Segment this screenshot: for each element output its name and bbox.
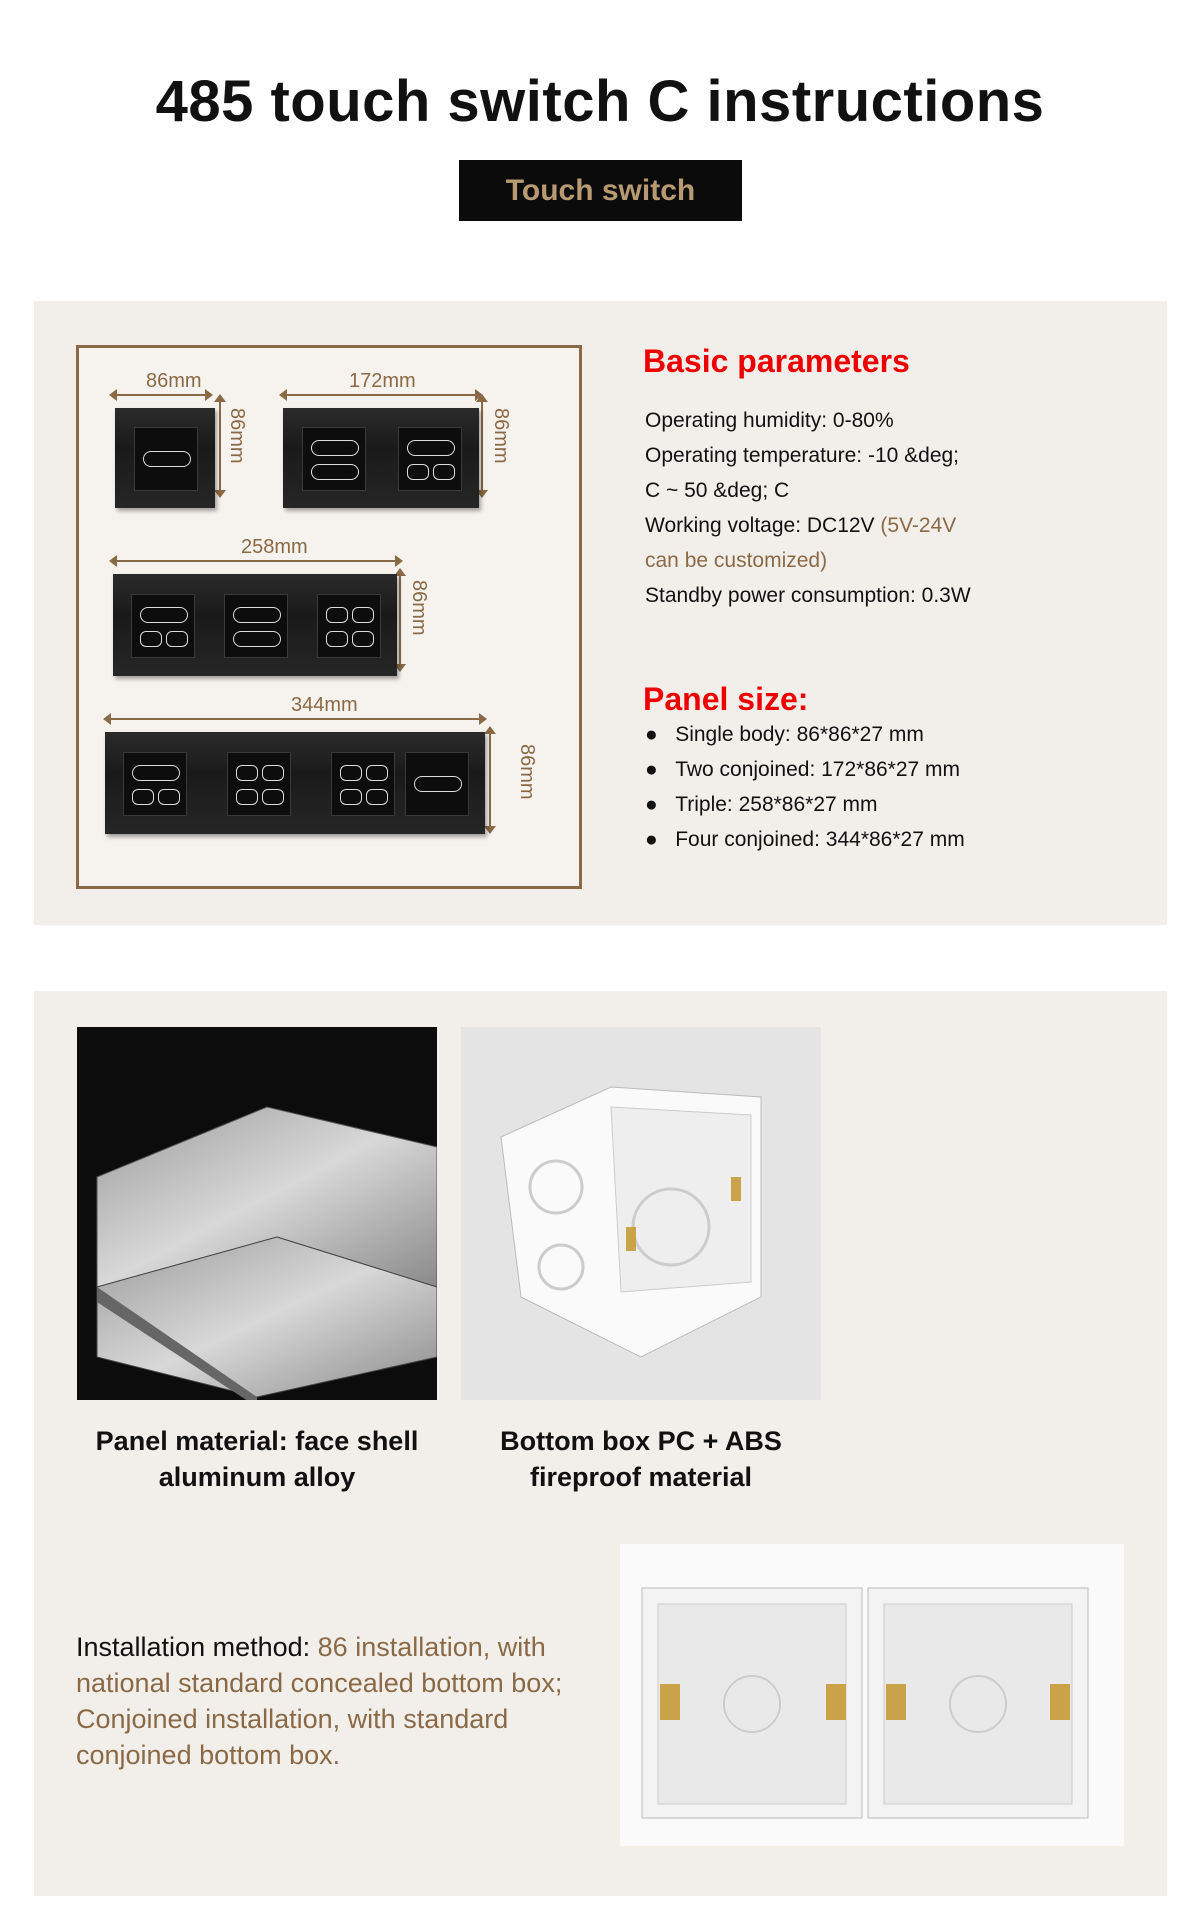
arrow-single-h (219, 396, 221, 496)
bottom-box-image (461, 1027, 821, 1400)
dim-triple-w: 258mm (241, 536, 308, 558)
arrow-double-h (481, 396, 483, 496)
dim-double-h: 86mm (490, 408, 512, 464)
size-diagram (76, 345, 582, 889)
size-item: ● Single body: 86*86*27 mm (645, 723, 924, 746)
aluminum-panel-image (77, 1027, 437, 1400)
badge-label: Touch switch (505, 173, 696, 207)
materials-panel (34, 991, 1167, 1896)
switch-single (115, 408, 215, 508)
humidity-text: Operating humidity: 0-80% (645, 409, 894, 432)
standby-text: Standby power consumption: 0.3W (645, 584, 971, 607)
dim-single-h: 86mm (226, 408, 248, 464)
arrow-single-w (111, 394, 211, 396)
dim-single-w: 86mm (146, 370, 202, 392)
size-item: ● Four conjoined: 344*86*27 mm (645, 828, 965, 851)
temperature-text-2: C ~ 50 &deg; C (645, 479, 790, 502)
dim-quad-w: 344mm (291, 694, 358, 716)
installation-method: Installation method: 86 installation, with national standard concealed bottom box; Conjoined installation, with standard conjoined bottom box. (76, 1632, 563, 1770)
parameters-panel (34, 301, 1167, 925)
temperature-text-1: Operating temperature: -10 &deg; (645, 444, 960, 467)
touch-switch-badge (459, 160, 742, 221)
basic-parameters-heading: Basic parameters (643, 343, 910, 379)
size-item: ● Triple: 258*86*27 mm (645, 793, 878, 816)
dim-triple-h: 86mm (408, 580, 430, 636)
dim-double-w: 172mm (349, 370, 416, 392)
switch-double (283, 408, 479, 508)
conjoined-box-image (620, 1544, 1124, 1846)
arrow-quad-w (105, 718, 485, 720)
arrow-triple-h (399, 570, 401, 670)
bottom-box-caption: Bottom box PC + ABS fireproof material (500, 1426, 782, 1492)
panel-size-heading: Panel size: (643, 681, 809, 717)
arrow-triple-w (111, 560, 401, 562)
voltage-text: Working voltage: DC12V (5V-24V (645, 514, 957, 537)
size-item: ● Two conjoined: 172*86*27 mm (645, 758, 961, 781)
switch-quad (105, 732, 485, 834)
dim-quad-h: 86mm (516, 744, 538, 800)
arrow-double-w (281, 394, 481, 396)
arrow-quad-h (489, 728, 491, 832)
page-title: 485 touch switch C instructions (155, 69, 1045, 134)
switch-triple (113, 574, 397, 676)
panel-material-caption: Panel material: face shell aluminum alloy (95, 1426, 419, 1492)
voltage-note: can be customized) (645, 549, 828, 572)
